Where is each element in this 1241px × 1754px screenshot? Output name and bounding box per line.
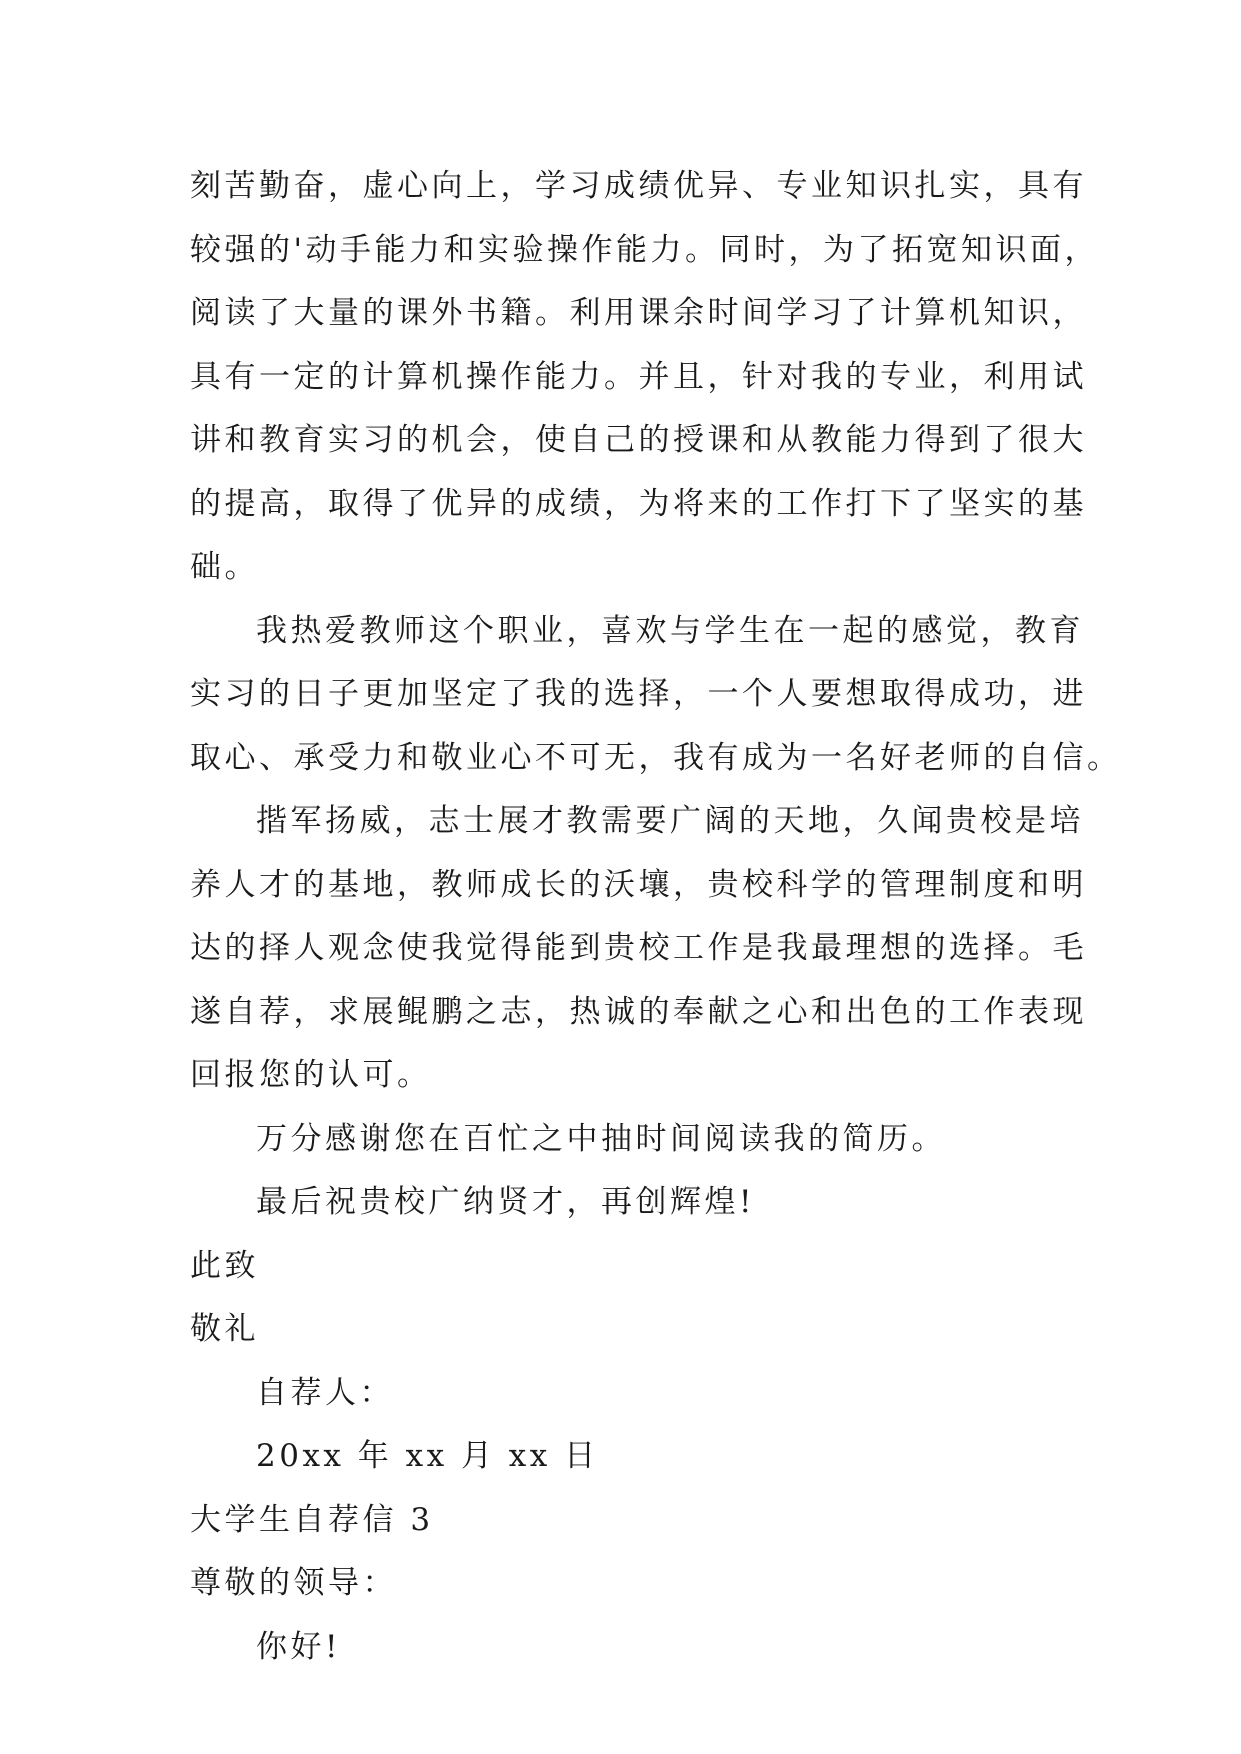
paragraph-line: 的提高，取得了优异的成绩，为将来的工作打下了坚实的基 (190, 485, 1087, 522)
paragraph-line: 讲和教育实习的机会，使自己的授课和从教能力得到了很大 (190, 422, 1087, 458)
paragraph-line: 础。 (190, 549, 259, 585)
paragraph-line: 阅读了大量的课外书籍。利用课余时间学习了计算机知识， (190, 295, 1087, 331)
paragraph-line: 万分感谢您在百忙之中抽时间阅读我的简历。 (256, 1120, 946, 1157)
paragraph-line: 达的择人观念使我觉得能到贵校工作是我最理想的选择。毛 (190, 930, 1087, 966)
section-title: 大学生自荐信 3 (190, 1501, 434, 1538)
paragraph-line: 回报您的认可。 (190, 1057, 432, 1093)
paragraph-line: 我热爱教师这个职业，喜欢与学生在一起的感觉，教育 (256, 612, 1084, 649)
paragraph-line: 具有一定的计算机操作能力。并且，针对我的专业，利用试 (190, 358, 1087, 395)
date-line: 20xx 年 xx 月 xx 日 (256, 1438, 599, 1474)
paragraph-line: 揩军扬威，志士展才教需要广阔的天地，久闻贵校是培 (256, 803, 1084, 839)
letter-body (190, 155, 1122, 1679)
paragraph-line: 遂自荐，求展鲲鹏之志，热诚的奉献之心和出色的工作表现 (190, 993, 1087, 1030)
greeting: 你好! (256, 1628, 341, 1665)
paragraph-line: 取心、承受力和敬业心不可无，我有成为一名好老师的自信。 (190, 739, 1122, 776)
salutation: 尊敬的领导： (190, 1565, 397, 1601)
paragraph-line: 实习的日子更加坚定了我的选择，一个人要想取得成功，进 (190, 676, 1087, 712)
paragraph-line: 养人才的基地，教师成长的沃壤，贵校科学的管理制度和明 (190, 866, 1087, 903)
closing-line: 此致 (190, 1247, 259, 1284)
paragraph-line: 刻苦勤奋，虚心向上，学习成绩优异、专业知识扎实，具有 (190, 168, 1087, 204)
paragraph-line: 最后祝贵校广纳贤才，再创辉煌! (256, 1184, 755, 1220)
paragraph-line: 较强的'动手能力和实验操作能力。同时，为了拓宽知识面， (190, 231, 1100, 268)
closing-line: 敬礼 (190, 1311, 259, 1347)
signature-label: 自荐人： (256, 1374, 394, 1411)
